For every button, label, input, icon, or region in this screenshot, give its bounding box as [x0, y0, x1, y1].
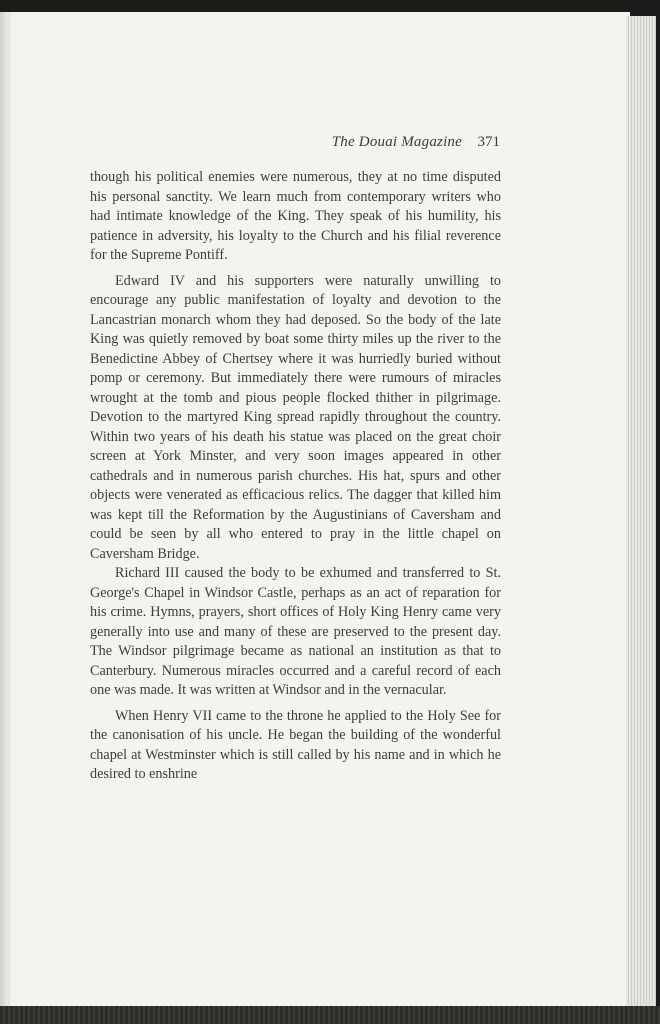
page-header — [90, 134, 500, 154]
page-number: 371 — [477, 134, 500, 150]
running-title: The Douai Magazine — [331, 134, 462, 150]
page-gutter — [0, 12, 8, 1010]
paragraph-3: Richard III caused the body to be exhumed and transferred to St. George's Chapel in Windsor Castle, perhaps as an act of reparation for his crime. Hymns, prayers, short offices of Holy King Henry came very generally into use and many of these are preserved to the present day. The Windsor pilgrimage became as national an institution as that to Canterbury. Numerous miracles occurred and a careful record of each one was made. It was written at Windsor and in the vernacular. — [90, 565, 501, 698]
page-edges — [626, 16, 656, 1006]
paragraph-1: though his political enemies were numerous, they at no time disputed his personal sanctity. We learn much from contemporary writers who had intimate knowledge of the King. They speak of his humility, his patience in adversity, his loyalty to the Church and his filial reverence for the Supreme Pontiff. — [90, 169, 501, 263]
scan-bottom-edge — [0, 1006, 660, 1024]
body-text — [90, 168, 501, 785]
paragraph-4: When Henry VII came to the throne he applied to the Holy See for the canonisation of his uncle. He began the building of the wonderful chapel at Westminster which is still called by his name and in which he desired to enshrine — [90, 707, 501, 782]
paragraph-2: Edward IV and his supporters were naturally unwilling to encourage any public manifestation of loyalty and devotion to the Lancastrian monarch whom they had deposed. So the body of the late King was quietly removed by boat some thirty miles up the river to the Benedictine Abbey of Chertsey where it was hurriedly buried without pomp or ceremony. But immediately there were rumours of miracles wrought at the tomb and pious people flocked thither in pilgrimage. Devotion to the martyred King spread rapidly throughout the country. Within two years of his death his statue was placed on the great choir screen at York Minster, and very soon images appeared in other cathedrals and in numerous parish churches. His hat, spurs and other objects were venerated as efficacious relics. The dagger that killed him was kept till the Reformation by the Augustinians of Caversham and could be seen by all who entered to pray in the little chapel on Caversham Bridge. — [90, 272, 501, 562]
